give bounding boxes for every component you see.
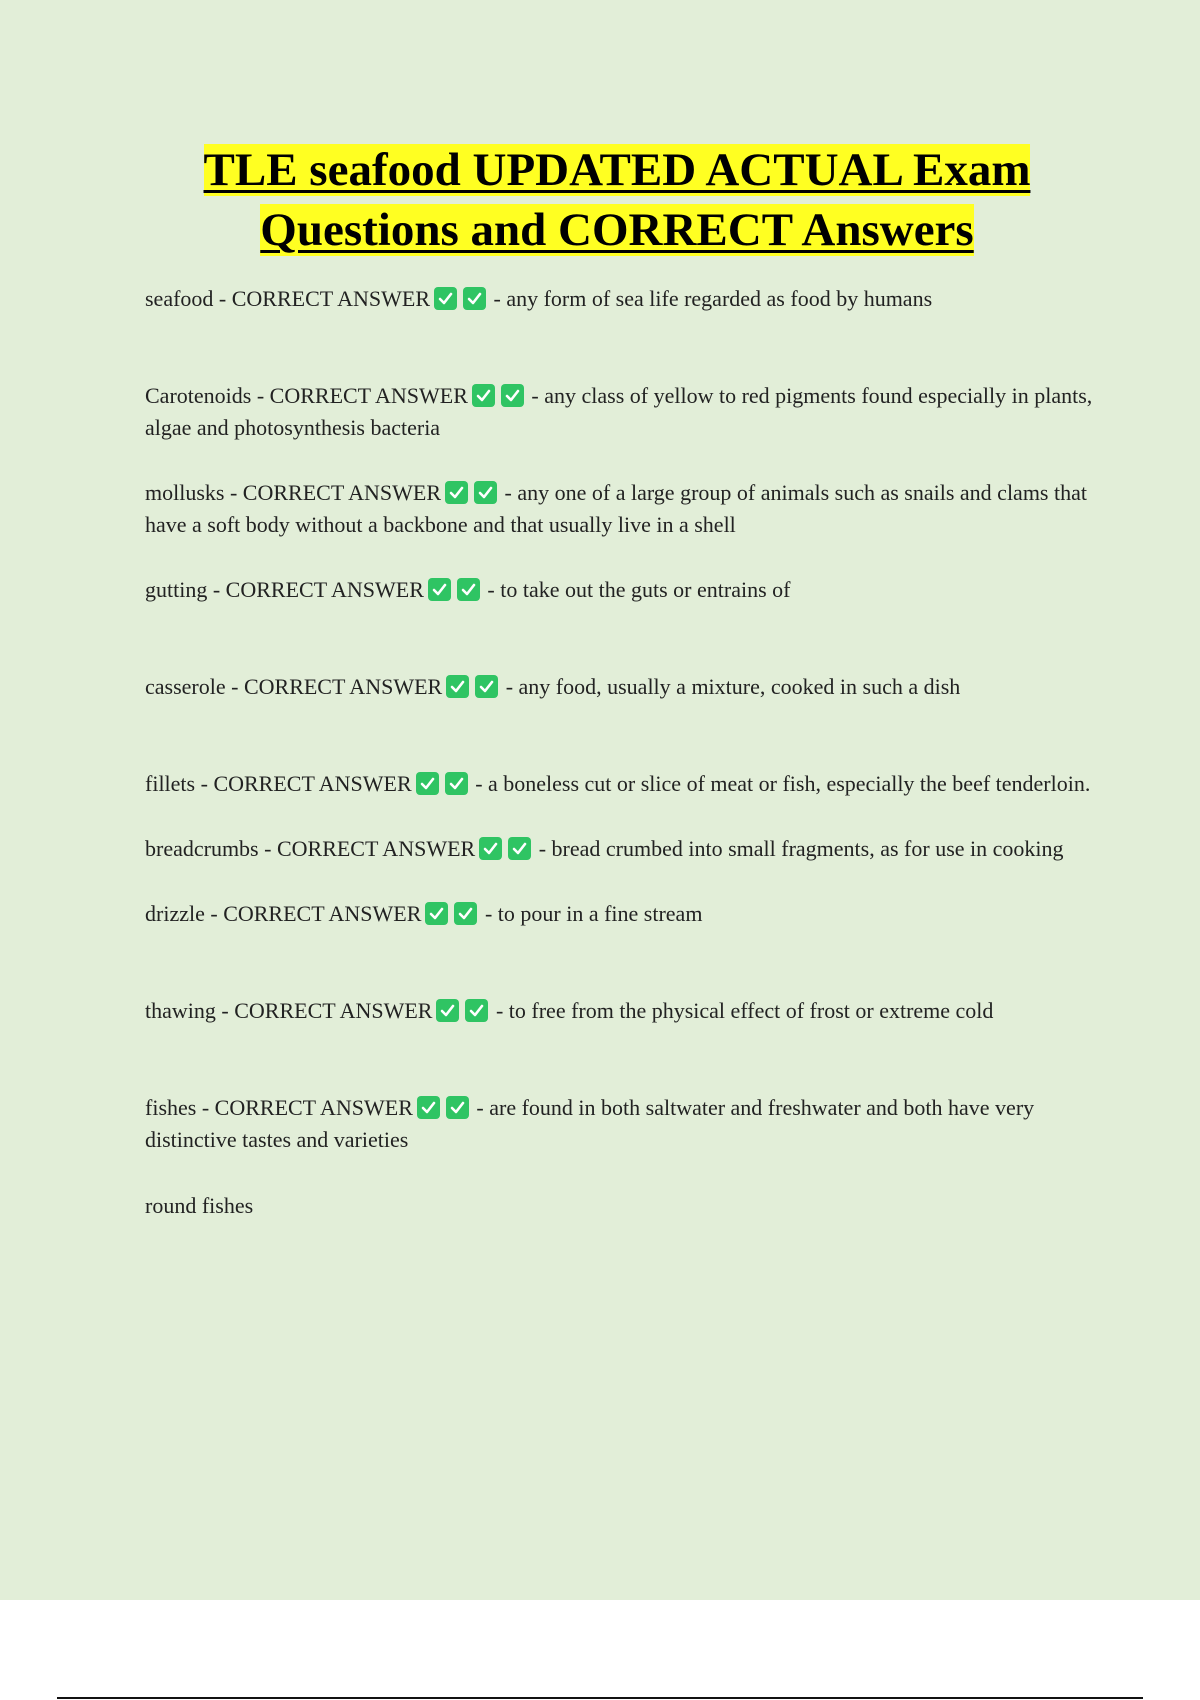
correct-answer-label: CORRECT ANSWER: [269, 383, 468, 408]
entry-separator: -: [488, 286, 507, 311]
entry-term: fishes: [145, 1095, 197, 1120]
entry-definition: bread crumbed into small fragments, as for use in cooking: [551, 836, 1064, 861]
entry-definition: to free from the physical effect of frost or extreme cold: [508, 998, 994, 1023]
check-mark-button-icon: [454, 902, 477, 925]
check-mark-button-icon: [445, 481, 468, 504]
entry-definition: a boneless cut or slice of meat or fish, especially the beef tenderloin.: [488, 771, 1091, 796]
correct-answer-label: CORRECT ANSWER: [223, 901, 422, 926]
entry-separator: -: [195, 771, 214, 796]
check-mark-button-icon: [434, 287, 457, 310]
entry-separator: -: [500, 674, 519, 699]
check-mark-button-icon: [445, 772, 468, 795]
entry-separator: -: [225, 674, 244, 699]
check-mark-button-icon: [472, 384, 495, 407]
entry-separator: -: [204, 901, 224, 926]
entry-item: [145, 995, 1095, 1027]
check-mark-button-icon: [425, 902, 448, 925]
entry-term: mollusks: [145, 480, 225, 505]
entry-definition: any one of a large group of animals such as snails and clams that have a soft body without a backbone and that usually live in a shell: [145, 480, 1087, 537]
entry-definition: any food, usually a mixture, cooked in such a dish: [518, 674, 961, 699]
check-mark-button-icon: [446, 675, 469, 698]
entry-definition: any class of yellow to red pigments found especially in plants, algae and photosynthesis bacteria: [145, 383, 1093, 440]
correct-answer-label: CORRECT ANSWER: [214, 1095, 413, 1120]
check-mark-button-icon: [428, 578, 451, 601]
entry-definition: to take out the guts or entrains of: [500, 577, 791, 602]
entry-term: gutting: [145, 577, 208, 602]
check-mark-button-icon: [465, 999, 488, 1022]
check-mark-button-icon: [446, 1096, 469, 1119]
entry-item: [145, 671, 1095, 703]
correct-answer-label: CORRECT ANSWER: [242, 480, 442, 505]
entry-definition: are found in both saltwater and freshwater and both have very distinctive tastes and varieties: [145, 1095, 1035, 1152]
entry-definition: any form of sea life regarded as food by humans: [506, 286, 933, 311]
correct-answer-label: CORRECT ANSWER: [225, 577, 424, 602]
entry-separator: -: [215, 998, 235, 1023]
entry-item: [145, 833, 1095, 865]
correct-answer-label: CORRECT ANSWER: [213, 771, 412, 796]
check-mark-button-icon: [501, 384, 524, 407]
entry-item: [145, 768, 1095, 800]
check-mark-button-icon: [479, 837, 502, 860]
entry-term: drizzle: [145, 901, 205, 926]
check-mark-button-icon: [508, 837, 531, 860]
correct-answer-label: CORRECT ANSWER: [231, 286, 430, 311]
entry-separator: -: [470, 1095, 490, 1120]
entry-separator: -: [490, 998, 509, 1023]
entry-separator: -: [207, 577, 226, 602]
entry-item: [145, 574, 1095, 606]
check-mark-button-icon: [416, 772, 439, 795]
entry-separator: -: [533, 836, 552, 861]
entry-term: breadcrumbs: [145, 836, 259, 861]
entry-term: casserole: [145, 674, 226, 699]
entry-separator: -: [479, 901, 498, 926]
footer-rule: [57, 1697, 1143, 1699]
entry-separator: -: [525, 383, 545, 408]
entry-separator: -: [224, 480, 243, 505]
entry-separator: -: [258, 836, 277, 861]
entry-separator: -: [469, 771, 489, 796]
entry-item: [145, 898, 1095, 930]
check-mark-button-icon: [463, 287, 486, 310]
check-mark-button-icon: [475, 675, 498, 698]
entry-separator: -: [499, 480, 518, 505]
entry-term: Carotenoids: [145, 383, 252, 408]
trailing-term: round fishes: [145, 1193, 254, 1218]
entry-separator: -: [251, 383, 270, 408]
entry-list: [145, 283, 1095, 1222]
entry-separator: -: [213, 286, 232, 311]
correct-answer-label: CORRECT ANSWER: [234, 998, 433, 1023]
title-block: [100, 140, 1134, 260]
document-title: TLE seafood UPDATED ACTUAL Exam Questions and CORRECT Answers: [203, 144, 1031, 256]
correct-answer-label: CORRECT ANSWER: [243, 674, 443, 699]
entry-item: [145, 380, 1095, 444]
check-mark-button-icon: [474, 481, 497, 504]
entry-separator: -: [481, 577, 501, 602]
entry-separator: -: [196, 1095, 215, 1120]
entry-term: thawing: [145, 998, 216, 1023]
entry-item: [145, 477, 1095, 541]
entry-term: seafood: [145, 286, 214, 311]
check-mark-button-icon: [436, 999, 459, 1022]
entry-item: [145, 283, 1095, 315]
check-mark-button-icon: [457, 578, 480, 601]
correct-answer-label: CORRECT ANSWER: [276, 836, 476, 861]
entry-term: fillets: [145, 771, 196, 796]
entry-item: [145, 1092, 1095, 1156]
check-mark-button-icon: [417, 1096, 440, 1119]
entry-definition: to pour in a fine stream: [497, 901, 703, 926]
